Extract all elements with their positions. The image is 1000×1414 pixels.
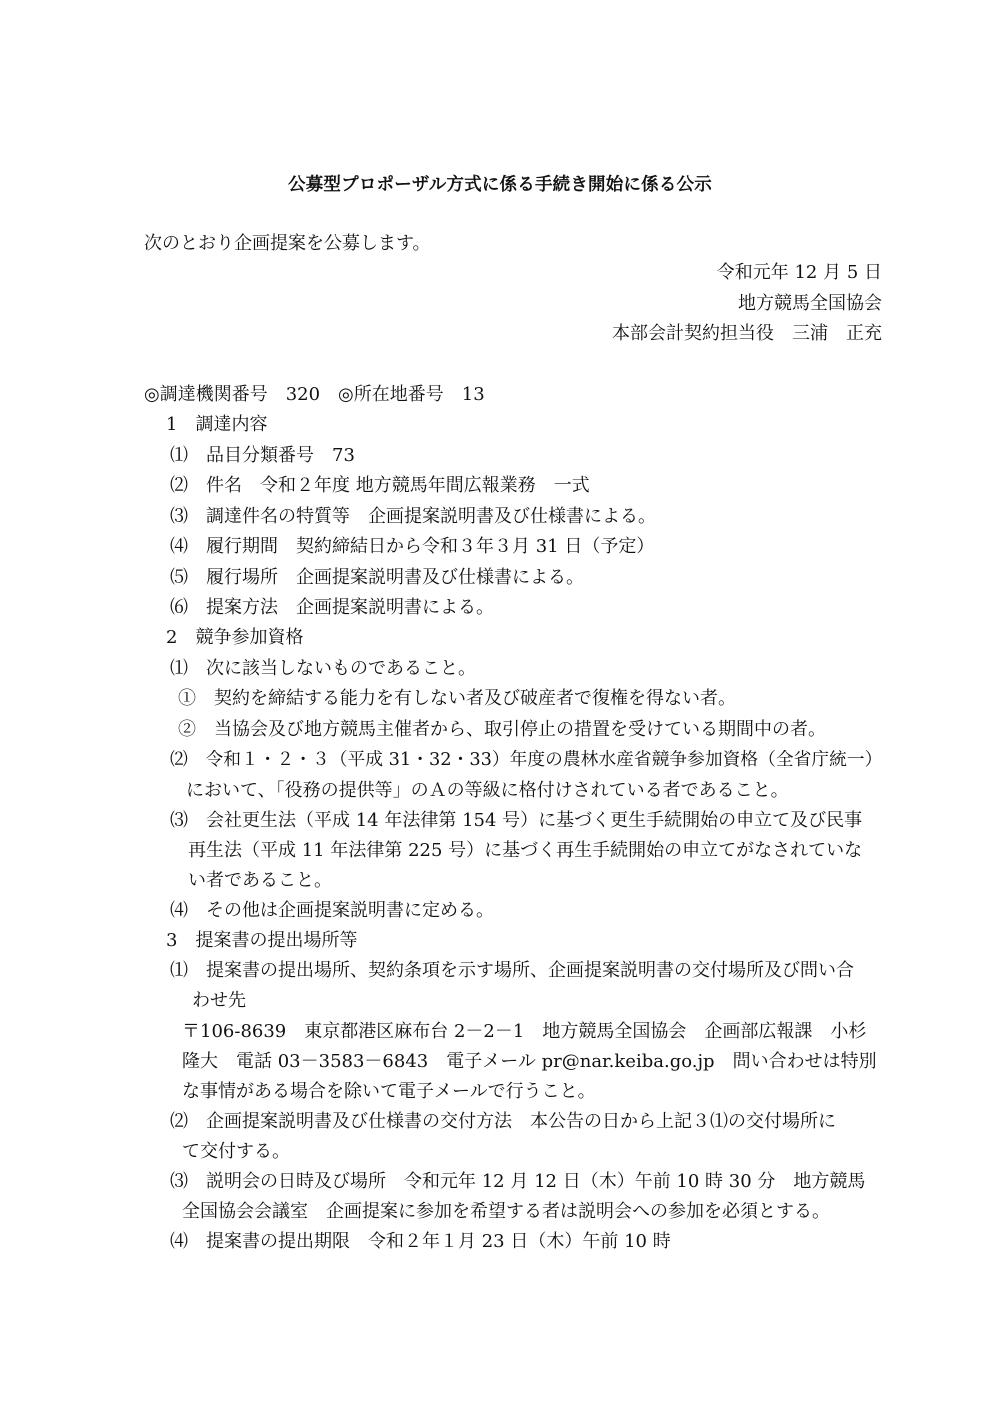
- section-1-item-3: ⑶ 調達件名の特質等 企画提案説明書及び仕様書による。: [170, 506, 656, 527]
- section-1-item-1: ⑴ 品目分類番号 73: [170, 445, 355, 466]
- section-2-item-4: ⑷ その他は企画提案説明書に定める。: [170, 900, 494, 921]
- contact-address-line-1: 〒106-8639 東京都港区麻布台 2－2－1 地方競馬全国協会 企画部広報課 小杉: [182, 1021, 867, 1042]
- section-3-item-1-line-1: ⑴ 提案書の提出場所、契約条項を示す場所、企画提案説明書の交付場所及び問い合: [170, 960, 854, 981]
- section-3-item-3-line-1: ⑶ 説明会の日時及び場所 令和元年 12 月 12 日（木）午前 10 時 30 分 地方競馬: [170, 1171, 866, 1192]
- section-2-item-2-line-2: において、「役務の提供等」のＡの等級に格付けされている者であること。: [186, 780, 789, 801]
- section-3-item-2-line-2: て交付する。: [182, 1141, 290, 1162]
- section-2-item-2-line-1: ⑵ 令和１・２・３（平成 31・32・33）年度の農林水産省競争参加資格（全省庁統一）: [170, 750, 883, 770]
- procurement-codes: ◎調達機関番号 320 ◎所在地番号 13: [144, 384, 485, 405]
- section-3-heading: 3 提案書の提出場所等: [166, 930, 358, 951]
- section-3-item-4: ⑷ 提案書の提出期限 令和２年１月 23 日（木）午前 10 時: [170, 1231, 671, 1252]
- section-3-item-3-line-2: 全国協会会議室 企画提案に参加を希望する者は説明会への参加を必須とする。: [182, 1201, 830, 1222]
- section-3-item-2-line-1: ⑵ 企画提案説明書及び仕様書の交付方法 本公告の日から上記３⑴の交付場所に: [170, 1111, 836, 1132]
- section-1-item-4: ⑷ 履行期間 契約締結日から令和３年３月 31 日（予定）: [170, 536, 655, 557]
- section-2-item-3-line-3: い者であること。: [188, 870, 332, 891]
- intro-text: 次のとおり企画提案を公募します。: [144, 233, 431, 254]
- contact-address-line-2: 隆大 電話 03－3583－6843 電子メール pr@nar.keiba.go.jp 問い合わせは特別: [182, 1051, 877, 1072]
- section-1-item-2: ⑵ 件名 令和２年度 地方競馬年間広報業務 一式: [170, 475, 590, 496]
- section-2-item-1b: ② 当協会及び地方競馬主催者から、取引停止の措置を受けている期間中の者。: [178, 719, 826, 740]
- section-1-item-5: ⑸ 履行場所 企画提案説明書及び仕様書による。: [170, 567, 584, 588]
- section-2-heading: 2 競争参加資格: [166, 627, 304, 648]
- section-3-item-1-line-2: わせ先: [192, 990, 246, 1011]
- section-1-heading: 1 調達内容: [166, 414, 268, 435]
- section-1-item-6: ⑹ 提案方法 企画提案説明書による。: [170, 597, 494, 618]
- contracting-officer: 本部会計契約担当役 三浦 正充: [612, 323, 882, 344]
- section-2-item-3-line-1: ⑶ 会社更生法（平成 14 年法律第 154 号）に基づく更生手続開始の申立て及び民事: [170, 810, 863, 831]
- issuing-organization: 地方競馬全国協会: [738, 293, 882, 314]
- section-2-item-3-line-2: 再生法（平成 11 年法律第 225 号）に基づく再生手続開始の申立てがなされていな: [188, 840, 863, 861]
- document-title: 公募型プロポーザル方式に係る手続き開始に係る公示: [288, 175, 712, 195]
- section-2-item-1: ⑴ 次に該当しないものであること。: [170, 658, 476, 679]
- notice-date: 令和元年 12 月 5 日: [716, 262, 882, 283]
- contact-address-line-3: な事情がある場合を除いて電子メールで行うこと。: [182, 1081, 596, 1102]
- section-2-item-1a: ① 契約を締結する能力を有しない者及び破産者で復権を得ない者。: [178, 688, 736, 709]
